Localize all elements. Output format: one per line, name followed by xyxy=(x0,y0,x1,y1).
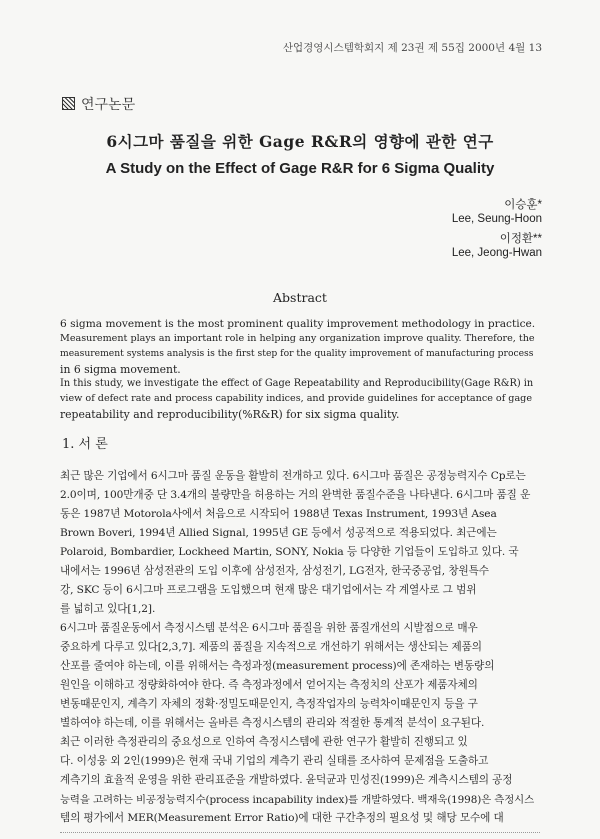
body-line: 다. 이성웅 외 2인(1999)은 현재 국내 기업의 계측기 관리 실태를 조사하여 문제점을 도출하고 xyxy=(60,755,489,767)
body-line: 능력을 고려하는 비공정능력지수(process incapability index)를 개발하였다. 백재욱(1998)은 측정시스 xyxy=(60,794,535,806)
author-2-korean: 이정환** xyxy=(499,233,542,245)
body-line: 중요하게 다루고 있다[2,3,7]. 제품의 품질을 지속적으로 개선하기 위해서는 생산되는 제품의 xyxy=(60,641,482,653)
abstract-line: repeatability and reproducibility(%R&R) for six sigma quality. xyxy=(60,408,400,421)
body-line: 최근 이러한 측정관리의 중요성으로 인하여 측정시스템에 관한 연구가 활발히 진행되고 있 xyxy=(60,736,468,748)
body-line: 계측기의 효율적 운영을 위한 관리표준을 개발하였다. 윤덕균과 민성진(1999)은 계측시스템의 공정 xyxy=(60,774,513,786)
body-line: 원인을 이해하고 정량화하여야 한다. 즉 측정과정에서 얻어지는 측정치의 산포가 제품자체의 xyxy=(60,679,478,691)
body-line: 최근 많은 기업에서 6시그마 품질 운동을 활발히 전개하고 있다. 6시그마 품질은 공정능력지수 Cp로는 xyxy=(60,470,526,482)
body-line: 산포를 줄여야 하는데, 이를 위해서는 측정과정(measurement process)에 존재하는 변동량의 xyxy=(60,660,495,672)
abstract-line: in 6 sigma movement. xyxy=(60,363,181,376)
title-english: A Study on the Effect of Gage R&R for 6 Sigma Quality xyxy=(105,160,495,177)
body-line: Polaroid, Bombardier, Lockheed Martin, SONY, Nokia 등 다양한 기업들이 도입하고 있다. 국 xyxy=(60,546,519,558)
abstract-heading: Abstract xyxy=(273,290,327,305)
abstract-line: view of defect rate and process capability indices, and provide guidelines for acceptance of gage xyxy=(60,393,532,404)
body-line: 동은 1987년 Motorola사에서 처음으로 시작되어 1988년 Texas Instrument, 1993년 Asea xyxy=(60,508,497,520)
abstract-line: Measurement plays an important role in helping any organization improve quality. Therefore, the xyxy=(60,333,535,344)
abstract-line: 6 sigma movement is the most prominent quality improvement methodology in practice. xyxy=(60,318,536,330)
author-1-korean: 이승훈* xyxy=(504,199,542,211)
title-korean: 6시그마 품질을 위한 Gage R&R의 영향에 관한 연구 xyxy=(106,132,494,151)
body-line: 2.0이며, 100만개중 단 3.4개의 불량만을 허용하는 거의 완벽한 품질수준을 나타낸다. 6시그마 품질 운 xyxy=(60,489,531,501)
footnote-rule xyxy=(60,832,540,833)
journal-header: 산업경영시스템학회지 제 23권 제 55집 2000년 4월 13 xyxy=(282,42,542,54)
body-line: 변동때문인지, 계측기 자체의 정확·정밀도때문인지, 측정작업자의 능력차이때문인지 등을 구 xyxy=(60,698,478,710)
section-tag-label: 연구논문 xyxy=(81,97,136,113)
body-line: 6시그마 품질운동에서 측정시스템 분석은 6시그마 품질을 위한 품질개선의 시발점으로 매우 xyxy=(60,622,478,634)
body-line: 강, SKC 등이 6시그마 프로그램을 도입했으며 현재 많은 대기업에서는 각 계열사로 그 범위 xyxy=(60,584,477,596)
abstract-line: In this study, we investigate the effect of Gage Repeatability and Reproducibility(Gage R&R) in xyxy=(60,378,534,389)
author-1-english: Lee, Seung-Hoon xyxy=(451,213,542,225)
body-line: 를 넓히고 있다[1,2]. xyxy=(60,603,156,615)
author-2-english: Lee, Jeong-Hwan xyxy=(451,247,542,259)
body-line: Brown Boveri, 1994년 Allied Signal, 1995년 GE 등에서 성공적으로 적용되었다. 최근에는 xyxy=(60,527,497,539)
body-line: 템의 평가에서 MER(Measurement Error Ratio)에 대한 구간추정의 필요성 및 해당 모수에 대 xyxy=(60,812,504,824)
abstract-line: measurement systems analysis is the first step for the quality improvement of manufacturing process xyxy=(60,348,534,359)
body-line: 내에서는 1996년 삼성전관의 도입 이후에 삼성전자, 삼성전기, LG전자, 한국중공업, 창원특수 xyxy=(60,565,489,577)
hatched-square-icon xyxy=(62,97,75,110)
section-tag xyxy=(62,94,135,114)
section-heading: 1. 서 론 xyxy=(62,437,108,452)
body-line: 별하여야 하는데, 이를 위해서는 올바른 측정시스템의 관리와 적절한 통계적 분석이 요구된다. xyxy=(60,717,485,729)
